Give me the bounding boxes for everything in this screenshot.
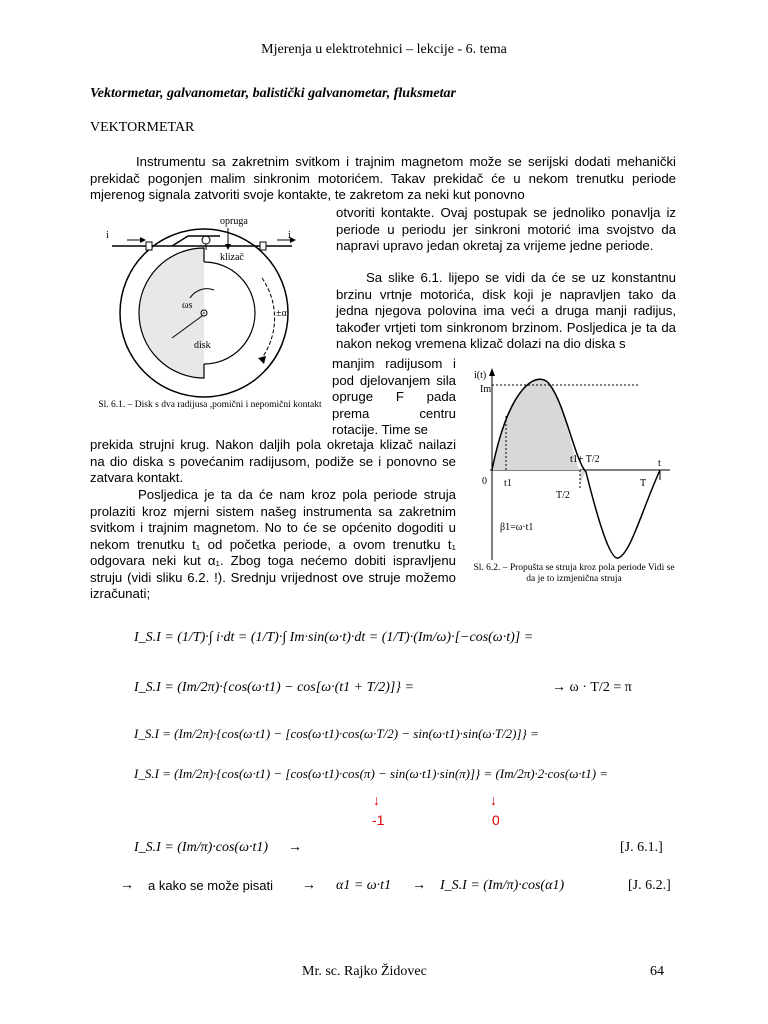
paragraph-2: otvoriti kontakte. Ovaj postupak se jednoliko ponavlja iz periode u periodu jer sinkroni motorić ima svojstvo da napravi upravo jedan okretaj za vrijeme jedne periode.: [336, 205, 676, 253]
fig1-label-spring: opruga: [220, 218, 248, 227]
equation-6-arrow-3: →: [412, 878, 426, 893]
figure-sine-current: [470, 360, 678, 562]
equation-6-text: a kako se može pisati: [148, 878, 274, 893]
lesson-title: Vektormetar, galvanometar, balistički galvanometar, fluksmetar: [90, 86, 456, 101]
paragraph-5: Posljedica je ta da će nam kroz pola periode struja prolaziti kroz mjerni sistem našeg instrumenta sa zakretnim svitkom i trajnim magnetom. No to će se općenito dogoditi u nekom trenutku t₁ od početka periode, a ovom trenutku t₁ odgovara neki kut α₁. Zbog toga nećemo dobiti ispravljenu struju (vidi sliku 6.2. !). Srednju vrijednost ove struje možemo izračunati;: [90, 487, 456, 601]
arrow-zero: ↓: [490, 792, 497, 808]
fig1-label-i-right: i: [288, 230, 291, 241]
fig1-label-omega: ωs: [182, 300, 193, 311]
fig2-label-origin: 0: [482, 476, 487, 487]
paragraph-1: Instrumentu sa zakretnim svitkom i trajnim magnetom može se serijski dodati mehanički prekidač pogonjen malim sinkronim motorićem. Takav prekidač će u nekom trenutku periode mjerenog signala zatvoriti svoje kontakte, te zakretom za neki kut ponovno: [90, 154, 676, 202]
paragraph-3: Sa slike 6.1. lijepo se vidi da će se uz konstantnu brzinu vrtnje motorića, disk koji je napravljen tako da jedna njegova polovina ima veći a druga manji radijus, također vrtjeti tom sinkronom brzinom. Posljedica je ta da nakon nekog vremena klizač dolazi na dio diska s: [336, 270, 676, 351]
section-heading: VEKTORMETAR: [90, 120, 195, 135]
paragraph-4-part-b: prekida strujni krug. Nakon daljih pola okretaja klizač nailazi na dio diska s povećanim radijusom, podiže se i ponovno se zatvara kontakt.: [90, 437, 456, 485]
equation-4: I_S.I = (Im/2π)·{cos(ω·t1) − [cos(ω·t1)·cos(π) − sin(ω·t1)·sin(π)]} = (Im/2π)·2·cos(ω·t1) =: [134, 766, 609, 781]
fig2-label-t1: t1: [504, 478, 512, 489]
equation-3: I_S.I = (Im/2π)·{cos(ω·t1) − [cos(ω·t1)·cos(ω·T/2) − sin(ω·t1)·sin(ω·T/2)]} =: [134, 726, 539, 741]
value-zero: 0: [492, 812, 500, 828]
paragraph-4-part-a: manjim radijusom i pod djelovanjem sila opruge F pada prema centru rotacije. Time se: [332, 356, 456, 437]
equation-ref-6-2: [J. 6.2.]: [628, 878, 671, 893]
equation-1: I_S.I = (1/T)·∫ i·dt = (1/T)·∫ Im·sin(ω·t)·dt = (1/T)·(Im/ω)·[−cos(ω·t)] =: [134, 630, 534, 645]
equation-6-arrow-2: →: [302, 878, 316, 893]
fig2-label-beta: β1=ω·t1: [500, 522, 534, 533]
figure-disk-diagram: [92, 218, 330, 398]
equation-6-arrow-1: →: [120, 878, 134, 893]
equation-6-result: I_S.I = (Im/π)·cos(α1): [440, 878, 565, 893]
fig1-label-angle: ±α: [276, 308, 287, 319]
fig1-label-disk: disk: [194, 340, 211, 351]
fig1-label-slider: klizač: [220, 252, 244, 263]
fig2-label-yaxis: i(t): [474, 370, 487, 381]
equation-5-arrow: →: [288, 840, 302, 855]
fig2-label-t1-half: t1+ T/2: [570, 454, 600, 465]
value-minus-one: -1: [372, 812, 385, 828]
fig2-label-half-period: T/2: [556, 490, 570, 501]
figure-2-caption: Sl. 6.2. – Propušta se struja kroz pola periode Vidi se da je to izmjenična struja: [473, 563, 675, 584]
fig2-label-T: T: [640, 478, 647, 489]
equation-6-alpha: α1 = ω·t1: [336, 878, 392, 893]
equation-2: I_S.I = (Im/2π)·{cos(ω·t1) − cos[ω·(t1 + T/2)]} =: [134, 680, 414, 695]
footer-author: Mr. sc. Rajko Židovec: [302, 964, 427, 979]
equation-ref-6-1: [J. 6.1.]: [620, 840, 663, 855]
equation-2-side: → ω · T/2 = π: [552, 680, 632, 695]
fig1-label-i-left: i: [106, 230, 109, 241]
footer-page-number: 64: [650, 964, 664, 979]
fig2-label-im: Im: [480, 384, 492, 395]
page-header: Mjerenja u elektrotehnici – lekcije - 6. tema: [261, 42, 507, 57]
equation-5: I_S.I = (Im/π)·cos(ω·t1): [134, 840, 269, 855]
arrow-minus-one: ↓: [373, 792, 380, 808]
figure-1-caption: Sl. 6.1. – Disk s dva radijusa ,pomični i nepomični kontakt: [98, 400, 322, 410]
fig2-label-t: t: [658, 458, 661, 469]
